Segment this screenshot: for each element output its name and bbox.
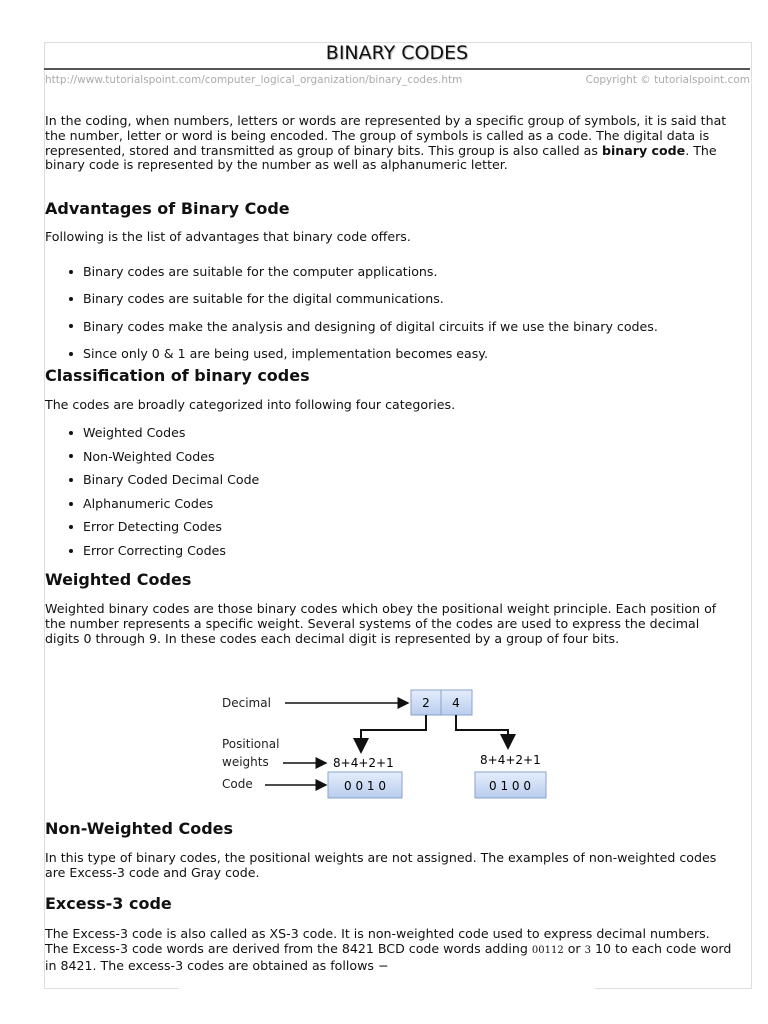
arrow-icon xyxy=(456,715,508,748)
list-item: Weighted Codes xyxy=(45,421,259,445)
weights-1: 8+4+2+1 xyxy=(333,756,394,770)
advantages-lead: Following is the list of advantages that binary code offers. xyxy=(45,229,411,244)
decimal-label: Decimal xyxy=(222,696,271,710)
code-1: 0 0 1 0 xyxy=(344,779,386,793)
list-item: Binary Coded Decimal Code xyxy=(45,468,259,492)
code-2: 0 1 0 0 xyxy=(489,779,531,793)
heading-nonweighted: Non-Weighted Codes xyxy=(45,819,234,838)
list-item: Error Correcting Codes xyxy=(45,539,259,563)
list-item: Binary codes are suitable for the digital communications. xyxy=(45,285,658,312)
code-label: Code xyxy=(222,777,253,791)
list-item: Since only 0 & 1 are being used, implementation becomes easy. xyxy=(45,340,658,367)
positional-label: Positional xyxy=(222,737,280,751)
page-title: BINARY CODES xyxy=(325,42,469,64)
weighted-paragraph: Weighted binary codes are those binary codes which obey the positional weight principle. Each position of the number represents a specific weight. Several systems of the codes are used to express the decimal digits 0 through 9. In these codes each decimal digit is represented by a group of four bits. xyxy=(45,601,717,646)
excess3-text-end: 10 to each code word in 8421. The excess-3 codes are obtained as follows − xyxy=(45,940,732,973)
excess3-binary: 00112 xyxy=(531,944,564,956)
digit-1: 2 xyxy=(422,696,430,710)
list-item: Binary codes make the analysis and designing of digital circuits if we use the binary codes. xyxy=(45,313,658,340)
digit-2: 4 xyxy=(452,696,460,710)
excess3-paragraph xyxy=(45,927,735,973)
source-url[interactable]: http://www.tutorialspoint.com/computer_logical_organization/binary_codes.htm xyxy=(45,74,463,86)
intro-text-end: . The binary code is represented by the number as well as alphanumeric letter. xyxy=(45,142,717,173)
heading-advantages: Advantages of Binary Code xyxy=(45,199,290,218)
intro-text: In the coding, when numbers, letters or words are represented by a specific group of symbols, it is said that the number, letter or word is being encoded. The group of symbols is called as a code. The digital data is represented, stored and transmitted as group of binary bits. This group is also called as xyxy=(45,113,727,158)
list-item: Alphanumeric Codes xyxy=(45,492,259,516)
heading-classification: Classification of binary codes xyxy=(45,366,310,385)
excess3-text: The Excess-3 code is also called as XS-3 code. It is non-weighted code used to express decimal numbers. The Excess-3 code words are derived from the 8421 BCD code words adding xyxy=(45,926,710,956)
weights-2: 8+4+2+1 xyxy=(480,753,541,767)
heading-excess3: Excess-3 code xyxy=(45,894,172,913)
intro-bold: binary code xyxy=(601,142,686,158)
classification-lead: The codes are broadly categorized into following four categories. xyxy=(45,397,456,412)
copyright: Copyright © tutorialspoint.com xyxy=(585,74,750,86)
list-item: Binary codes are suitable for the computer applications. xyxy=(45,258,658,285)
list-item: Error Detecting Codes xyxy=(45,515,259,539)
arrow-icon xyxy=(361,715,426,752)
list-item: Non-Weighted Codes xyxy=(45,445,259,469)
weights-label: weights xyxy=(222,755,269,769)
heading-weighted: Weighted Codes xyxy=(45,570,192,589)
nonweighted-paragraph: In this type of binary codes, the positional weights are not assigned. The examples of non-weighted codes are Excess-3 code and Gray code. xyxy=(45,850,717,880)
excess3-or: or xyxy=(563,940,585,956)
excess3-three: 3 xyxy=(584,944,591,956)
